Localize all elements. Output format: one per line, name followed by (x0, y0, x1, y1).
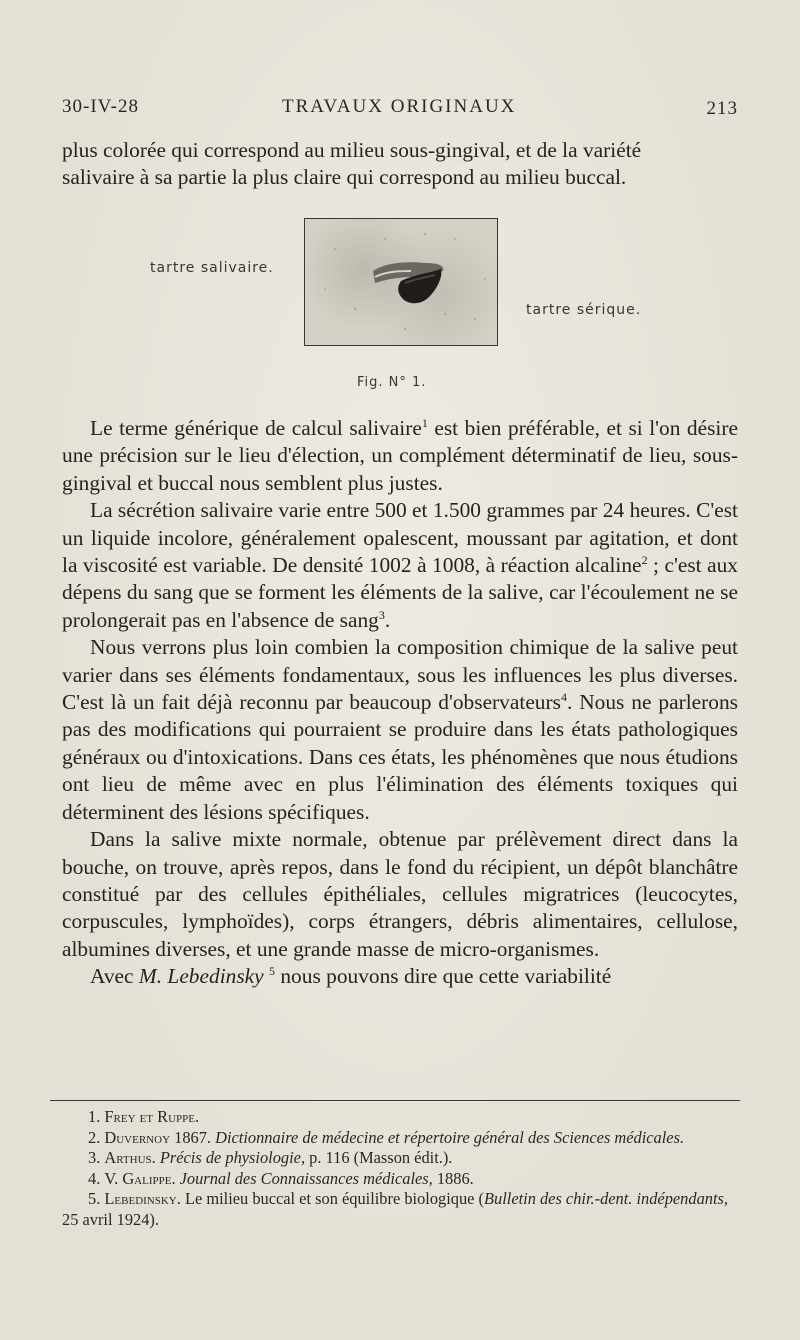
footnotes (62, 1107, 738, 1230)
page-number: 213 (706, 98, 738, 119)
tartar-specimen-illustration (305, 219, 498, 346)
figure-image (304, 218, 498, 346)
body-text (62, 415, 738, 991)
footnote-4: 4. V. Galippe. Journal des Connaissances médicales, 1886. (88, 1168, 474, 1188)
footnote-2: 2. Duvernoy 1867. Dictionnaire de médecine et répertoire général des Sciences médicales. (88, 1127, 685, 1147)
paragraph-5: Avec M. Lebedinsky $^5$ nous pouvons dire que cette variabilité (90, 964, 612, 989)
paragraph-2: La sécrétion salivaire varie entre 500 et 1.500 grammes par 24 heures. C'est un liquide incolore, généralement opalescent, moussant par agitation, et dont la viscosité est variable. De densité 1002 à 1008, à réaction alcaline$^2$ ; c'est aux dépens du sang que se forment les éléments de la salive, car l'écoulement ne se prolongerait pas en l'absence de sang$^3$. (62, 498, 738, 632)
figure-caption: Fig. N° 1. (357, 375, 427, 390)
figure-label-left: tartre salivaire. (150, 260, 274, 276)
paragraph-3: Nous verrons plus loin combien la composition chimique de la salive peut varier dans ses éléments fondamentaux, sous les influences les plus diverses. C'est là un fait déjà reconnu par beaucoup d'observateurs$^4$. Nous ne parlerons pas des modifications qui pourraient se produire dans les états pathologiques généraux ou d'intoxications. Dans ces états, les phénomènes que nous étudions ont lieu de même avec en plus l'élimination des éléments toxiques qui déterminent des lésions spécifiques. (62, 635, 738, 824)
running-header (62, 96, 738, 124)
author-name: M. Lebedinsky (138, 964, 264, 989)
figure-label-right: tartre sérique. (526, 302, 642, 318)
footnote-ref-1: 1 (421, 415, 428, 430)
header-title: TRAVAUX ORIGINAUX (282, 96, 517, 117)
intro-line-1: plus colorée qui correspond au milieu sous-gingival, et de la variété (62, 138, 642, 162)
footnote-ref-3: 3 (378, 607, 385, 622)
footnote-3: 3. Arthus. Précis de physiologie, p. 116 (Masson édit.). (88, 1148, 453, 1167)
header-date: 30-IV-28 (62, 96, 139, 117)
intro-text (62, 137, 738, 192)
footnote-rule (50, 1100, 740, 1101)
paragraph-4: Dans la salive mixte normale, obtenue par prélèvement direct dans la bouche, on trouve, après repos, dans le fond du récipient, un dépôt blanchâtre constitué par des cellules épithéliales, cellules migratrices (leucocytes, corpuscules, lymphoïdes), corps étrangers, débris alimentaires, cellulose, albumines diverses, et une grande masse de micro-organismes. (62, 827, 738, 961)
footnote-1: 1. Frey et Ruppe. (88, 1107, 200, 1126)
figure (62, 210, 738, 400)
intro-line-2: salivaire à sa partie la plus claire qui correspond au milieu buccal. (62, 165, 627, 190)
footnote-5: 5. Lebedinsky. Le milieu buccal et son équilibre biologique (Bulletin des chir.-dent. indépendants, 25 avril 1924). (62, 1189, 728, 1229)
paragraph-1: Le terme générique de calcul salivaire$^1$ est bien préférable, et si l'on désire une précision sur le lieu d'élection, un complément déterminatif de lieu, sous-gingival et buccal nous semblent plus justes. (62, 415, 738, 495)
footnote-ref-4: 4 (560, 689, 567, 704)
footnote-ref-5: 5 (269, 964, 276, 978)
footnote-ref-2: 2 (641, 552, 648, 567)
